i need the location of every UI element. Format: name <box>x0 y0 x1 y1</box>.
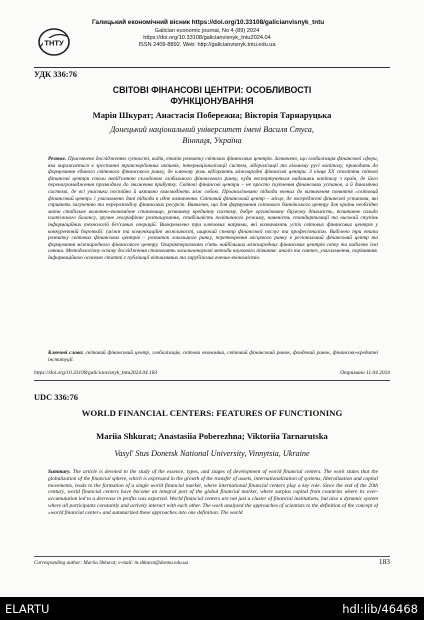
summary-en-text: The article is devoted to the study of the essence, types, and stages of development of world financial centers. The work states that the globalization of the financial sphere, which is expressed in the growth of the transfer of assets, internationalization of systems, liberalization and capital movements, leads to the formation of a single world financial market, where international financial centers play a key role. Since the end of the 20th century, world financial centers have become an integral part of the global financial market, where surplus capital from countries where its over-accumulation led to a decrease in profits was exported. World financial centers are not just a cluster of financial institutions, but also a dynamic system where all participants constantly and actively interact with each other. The work analyzed the approaches of scientists to the definition of the concept of «world financial center» and summarized these approaches into one definition. The world <box>48 469 378 516</box>
summary-en <box>48 469 378 551</box>
repository-name: ELARTU <box>5 602 50 616</box>
journal-issue: Galician economic journal, No 4 (89) 2024 <box>154 27 260 34</box>
affiliation-en: Vasyl' Stus Donetsk National University, Vinnytsia, Ukraine <box>114 449 310 458</box>
affiliation-ua-line2: Вінниця, Україна <box>182 136 242 145</box>
footnote-rule <box>34 556 390 557</box>
title-ua <box>34 85 390 107</box>
tntu-logo-icon <box>34 25 74 59</box>
keywords-ua-text: світовий фінансовий центр, глобалізація, світова економіка, світовий фінансовий ринок, фондовий ринок, фінансово-кредитні інституції. <box>48 350 378 363</box>
keywords-ua <box>48 350 378 363</box>
received-date: Отримано 11.04.2024 <box>340 370 390 376</box>
journal-issn: ISSN 2409-8892. Web: http://galicianvisnyk.tntu.edu.ua <box>138 42 276 48</box>
logo-text: ТНТУ <box>44 38 64 48</box>
journal-title: Галицький економічний вісник https://doi.org/10.33108/galicianvisnyk_tntu <box>92 19 325 26</box>
affiliation-ua-line1: Донецький національний університет імені Василя Стуса, <box>110 125 314 134</box>
abstract-ua <box>48 156 378 348</box>
keywords-ua-label: Ключові слова: <box>48 350 84 356</box>
authors-ua: Марія Шкурат; Анастасія Побережна; Вікторія Тарнаруцька <box>92 110 332 120</box>
doi-row <box>34 370 390 376</box>
udc-en: UDC 336:76 <box>34 393 78 402</box>
journal-header <box>34 19 394 65</box>
udc-ua: УДК 336:76 <box>34 70 77 79</box>
repository-bar <box>0 597 424 620</box>
corresponding-author-footnote: Corresponding author: Mariia Shkurat; e-mail: m.shkurat@donnu.edu.ua <box>34 560 189 566</box>
abstract-ua-label: Резюме. <box>48 156 67 162</box>
title-ua-line2: ФУНКЦІОНУВАННЯ <box>170 96 254 106</box>
abstract-ua-text: Присвячено дослідженню сутності, видів, етапів розвитку світових фінансових центрів. Зазначено, що глобалізація фінансової сфери, яка виражається в зростанні транскордонних активів, інтернаціоналізації систем, лібералізації та вільному русі капіталу, приводить до формування єдиного світового фінансового ринку, де ключову роль відіграють міжнародні фінансові центри. З кінця ХХ століття світові фінансові центри стали невід'ємною складовою глобального фінансового ринку, куди експортуються надлишки капіталу з країн, де його перенагромадження призводило до зниження прибутку. Світові фінансові центри – не просто скупчення фінансових установ, а й динамічна система, де всі учасники постійно й активно взаємодіють між собою. Проаналізовано підходи вчених до визначення поняття «світовий фінансовий центр» і узагальнено дані підходи в одне визначення. Світовий фінансовий центр – місце, де зосереджені фінансові установи, які сприяють залученню та перерозподілу фінансових ресурсів. Виявлено, що для формування світового банківського центру для країни необхідно мати стабільне валютно-економічне становище, розвинену кредитну систему, добре організовану біржову діяльність, позитивне сальдо платіжного балансу, зручне географічне розташування, стабільність політичного режиму, наявність стандартизації та високий ступінь інформаційних технологій без'ємних операцій. Виокремлено три ключових напрями, які визначають успіх світових фінансових центрів у конкурентній боротьбі: (міжн та комунікаційні можливості, широкий спектр фінансової послуг та професіоналізм. Виділено три етапи розвитку світових фінансових центрів – розвиток локального ринку, перетворення місцевого ринку в регіональний фінансовий центр та формування міжнародного фінансового центру. Охарактеризовано п'ять найбільших міжнародних фінансових центрів світу та виділено їхні ознаки. Методологічну основу дослідження становлять загальнонаукові методи наукового пізнання: аналіз та синтез, узагальнення, порівняння. Інформаційною основою статті є публікації вітчизняних та зарубіжних вчених-економістів. <box>48 156 378 261</box>
header-rule <box>34 67 390 68</box>
summary-en-label: Summary. <box>48 469 71 475</box>
title-en: WORLD FINANCIAL CENTERS: FEATURES OF FUNCTIONING <box>81 408 343 418</box>
page-number: 183 <box>378 557 390 566</box>
authors-en: Mariia Shkurat; Anastasiia Poberezhna; Viktoriia Tarnarutska <box>96 431 328 441</box>
article-doi[interactable]: https://doi.org/10.33108/galicianvisnyk_tntu2024.04.183 <box>34 370 158 376</box>
title-ua-line1: СВІТОВІ ФІНАНСОВІ ЦЕНТРИ: ОСОБЛИВОСТІ <box>112 85 312 95</box>
affiliation-ua <box>34 124 390 146</box>
handle-id: hdl:lib/46468 <box>342 602 418 616</box>
section-rule <box>34 380 390 381</box>
journal-issue-doi: https://doi.org/10.33108/galicianvisnyk_tntu2024.04 <box>143 34 271 41</box>
